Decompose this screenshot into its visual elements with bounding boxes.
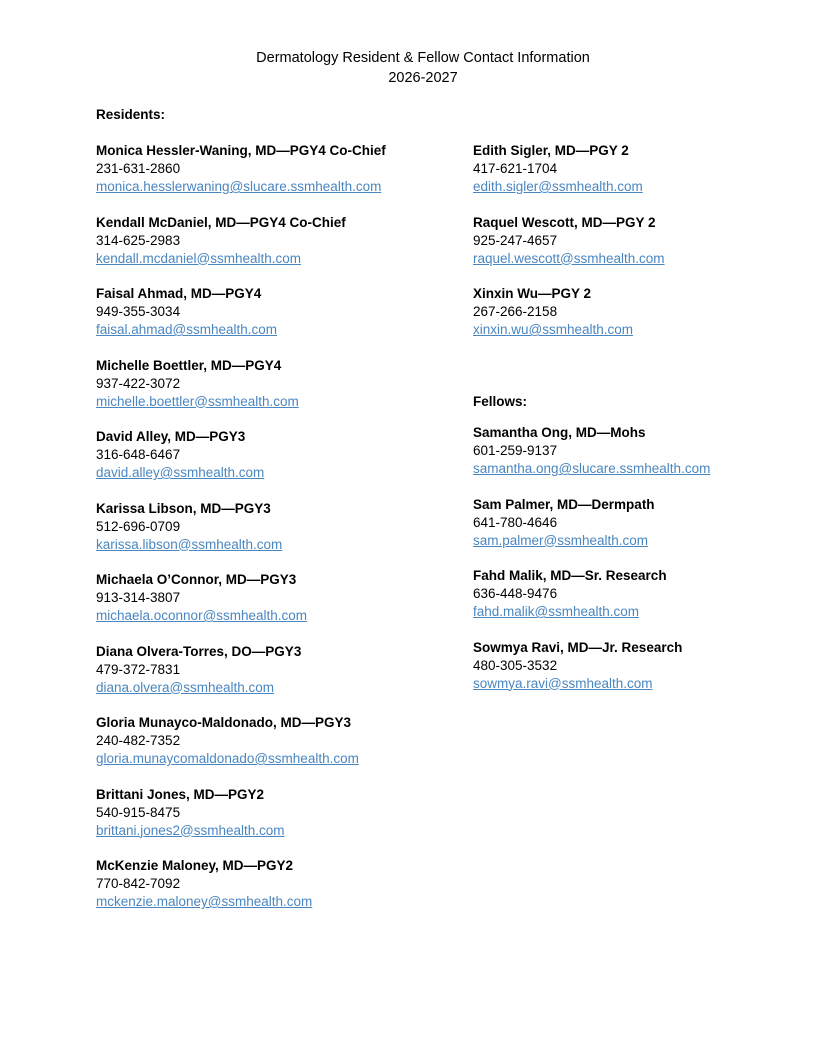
residents-column-right (473, 142, 803, 357)
contact-entry (96, 714, 456, 768)
contact-email-link[interactable]: faisal.ahmad@ssmhealth.com (96, 322, 278, 337)
contact-phone: 417-621-1704 (473, 161, 558, 176)
contact-name: Fahd Malik, MD—Sr. Research (473, 568, 667, 583)
contact-name: Kendall McDaniel, MD—PGY4 Co-Chief (96, 214, 346, 230)
contact-email-link[interactable]: fahd.malik@ssmhealth.com (473, 604, 640, 619)
document-title: Dermatology Resident & Fellow Contact Information (256, 50, 590, 66)
contact-entry (473, 639, 803, 693)
contact-email-link[interactable]: gloria.munaycomaldonado@ssmhealth.com (96, 751, 359, 766)
contact-name: Sam Palmer, MD—Dermpath (473, 496, 655, 512)
contact-email-link[interactable]: edith.sigler@ssmhealth.com (473, 179, 643, 194)
contact-entry (96, 428, 456, 482)
contact-entry (96, 142, 456, 196)
contact-entry (473, 285, 803, 339)
contact-email-link[interactable]: michaela.oconnor@ssmhealth.com (96, 608, 308, 623)
contact-email-link[interactable]: kendall.mcdaniel@ssmhealth.com (96, 250, 302, 266)
contact-entry (96, 571, 456, 625)
contact-phone: 925-247-4657 (473, 232, 558, 248)
contact-phone: 540-915-8475 (96, 804, 181, 820)
contact-entry (96, 786, 456, 840)
contact-name: McKenzie Maloney, MD—PGY2 (96, 858, 294, 873)
fellows-heading: Fellows: (473, 394, 528, 409)
contact-name: Karissa Libson, MD—PGY3 (96, 500, 271, 516)
residents-column-left (96, 142, 456, 929)
contact-phone: 913-314-3807 (96, 590, 181, 605)
contact-phone: 316-648-6467 (96, 447, 181, 462)
contact-email-link[interactable]: sam.palmer@ssmhealth.com (473, 532, 649, 548)
contact-phone: 314-625-2983 (96, 232, 181, 248)
contact-name: Edith Sigler, MD—PGY 2 (473, 143, 629, 158)
contact-phone: 601-259-9137 (473, 443, 558, 458)
contact-phone: 512-696-0709 (96, 518, 181, 534)
contact-email-link[interactable]: diana.olvera@ssmhealth.com (96, 679, 275, 695)
contact-email-link[interactable]: mckenzie.maloney@ssmhealth.com (96, 894, 313, 909)
contact-email-link[interactable]: sowmya.ravi@ssmhealth.com (473, 675, 653, 691)
contact-name: David Alley, MD—PGY3 (96, 429, 246, 444)
contact-name: Gloria Munayco-Maldonado, MD—PGY3 (96, 715, 352, 730)
contact-entry (96, 857, 456, 911)
contact-name: Michaela O’Connor, MD—PGY3 (96, 572, 297, 587)
contact-email-link[interactable]: raquel.wescott@ssmhealth.com (473, 250, 665, 266)
contact-phone: 240-482-7352 (96, 733, 181, 748)
contact-name: Brittani Jones, MD—PGY2 (96, 786, 265, 802)
contact-entry (473, 567, 803, 621)
academic-year: 2026-2027 (388, 70, 458, 86)
contact-phone: 937-422-3072 (96, 375, 181, 391)
contact-entry (96, 285, 456, 339)
contact-phone: 231-631-2860 (96, 161, 181, 176)
contact-email-link[interactable]: michelle.boettler@ssmhealth.com (96, 393, 299, 409)
contact-email-link[interactable]: samantha.ong@slucare.ssmhealth.com (473, 461, 711, 476)
contact-entry (473, 214, 803, 268)
contact-phone: 949-355-3034 (96, 304, 181, 319)
contact-entry (96, 500, 456, 554)
fellows-column (473, 424, 803, 710)
contact-name: Michelle Boettler, MD—PGY4 (96, 357, 282, 373)
contact-entry (96, 357, 456, 411)
contact-entry (96, 214, 456, 268)
contact-name: Raquel Wescott, MD—PGY 2 (473, 214, 656, 230)
contact-entry (96, 643, 456, 697)
contact-phone: 636-448-9476 (473, 586, 558, 601)
contact-email-link[interactable]: david.alley@ssmhealth.com (96, 465, 265, 480)
contact-name: Samantha Ong, MD—Mohs (473, 425, 646, 440)
document-header (0, 48, 816, 88)
contact-phone: 479-372-7831 (96, 661, 181, 677)
contact-email-link[interactable]: xinxin.wu@ssmhealth.com (473, 322, 634, 337)
contact-phone: 267-266-2158 (473, 304, 558, 319)
contact-phone: 641-780-4646 (473, 514, 558, 530)
contact-entry (473, 424, 803, 478)
contact-name: Sowmya Ravi, MD—Jr. Research (473, 639, 683, 655)
contact-email-link[interactable]: karissa.libson@ssmhealth.com (96, 536, 283, 552)
contact-name: Faisal Ahmad, MD—PGY4 (96, 286, 262, 301)
residents-heading: Residents: (96, 107, 166, 122)
contact-entry (473, 142, 803, 196)
contact-name: Diana Olvera-Torres, DO—PGY3 (96, 643, 302, 659)
contact-email-link[interactable]: brittani.jones2@ssmhealth.com (96, 822, 285, 838)
contact-name: Monica Hessler-Waning, MD—PGY4 Co-Chief (96, 143, 386, 158)
contact-name: Xinxin Wu—PGY 2 (473, 286, 592, 301)
contact-phone: 480-305-3532 (473, 657, 558, 673)
contact-email-link[interactable]: monica.hesslerwaning@slucare.ssmhealth.com (96, 179, 382, 194)
contact-entry (473, 496, 803, 550)
contact-phone: 770-842-7092 (96, 876, 181, 891)
